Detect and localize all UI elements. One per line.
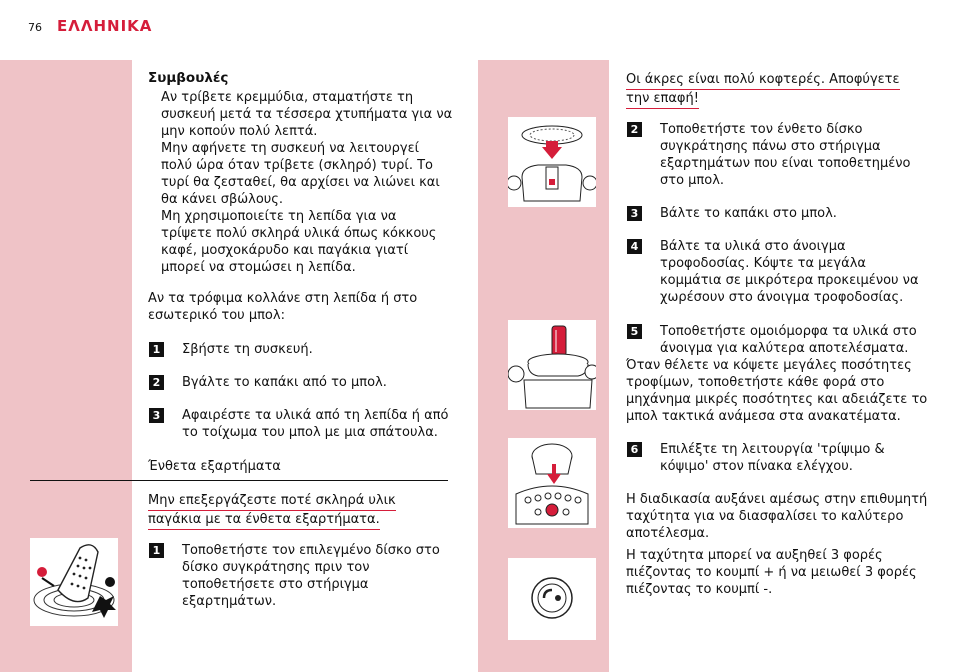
step-number-badge: 1 xyxy=(149,543,164,558)
section-divider xyxy=(30,480,448,481)
step5-extra-text: Όταν θέλετε να κόψετε μεγάλες ποσότητες τροφίμων, τοποθετήστε κάθε φορά στο μηχάνημα μικρές ποσότητες και αδειάζετε το μπολ τακτικά ανάμεσα στα ανακατέματα. xyxy=(626,358,928,424)
grater-disc-illustration xyxy=(30,538,118,626)
step-number-badge: 3 xyxy=(149,408,164,423)
lid-feed-tube-illustration xyxy=(508,320,596,410)
step-number-badge: 1 xyxy=(149,342,164,357)
speed-buttons-paragraph: Η ταχύτητα μπορεί να αυξηθεί 3 φορές πιέζοντας το κουμπί + ή να μειωθεί 3 φορές πιέζοντας το κουμπί -. xyxy=(626,548,917,597)
dial-icon xyxy=(508,558,596,640)
warning-text: Μην επεξεργάζεστε ποτέ σκληρά υλικ παγάκια με τα ένθετα εξαρτήματα. xyxy=(148,492,396,530)
sharp-edges-warning: Οι άκρες είναι πολύ κοφτερές. Αποφύγετε την επαφή! xyxy=(626,71,900,109)
disc-holder-illustration xyxy=(508,117,596,207)
step-number-badge: 2 xyxy=(149,375,164,390)
step-text: Τοποθετήστε τον ένθετο δίσκο συγκράτησης πάνω στο στήριγμα εξαρτημάτων που είναι τοποθετημένο στο μπολ. xyxy=(660,122,911,188)
step-text: Τοποθετήστε ομοιόμορφα τα υλικά στο άνοιγμα για καλύτερα αποτελέσματα. xyxy=(660,324,917,356)
step-number-badge: 5 xyxy=(627,324,642,339)
step-text: Σβήστε τη συσκευή. xyxy=(182,342,313,357)
step-text: Τοποθετήστε τον επιλεγμένο δίσκο στο δίσκο συγκράτησης πριν τον τοποθετήσετε στο στήριγμα εξαρτημάτων. xyxy=(182,543,440,609)
section-title: Ένθετα εξαρτήματα xyxy=(148,459,281,474)
step-number-badge: 2 xyxy=(627,122,642,137)
step-text: Βάλτε τα υλικά στο άνοιγμα τροφοδοσίας. Κόψτε τα μεγάλα κομμάτια σε μικρότερα προκειμένου να χωρέσουν στο άνοιγμα τροφοδοσίας. xyxy=(660,239,919,305)
page-number: 76 xyxy=(28,21,42,34)
step-number-badge: 3 xyxy=(627,206,642,221)
speed-paragraph: Η διαδικασία αυξάνει αμέσως στην επιθυμητή ταχύτητα για να διασφαλίσει το καλύτερο αποτέλεσμα. xyxy=(626,492,928,541)
step-text: Αφαιρέστε τα υλικά από τη λεπίδα ή από το τοίχωμα του μπολ με μια σπάτουλα. xyxy=(182,408,449,440)
tips-text: Αν τρίβετε κρεμμύδια, σταματήστε τη συσκευή μετά τα τέσσερα χτυπήματα για να μην κοπούν πολύ λεπτά. Μην αφήνετε τη συσκευή να λειτουργεί πολύ ώρα όταν τρίβετε (σκληρό) τυρί. Το τυρί θα ζεσταθεί, θα αρχίσει να λιώνει και θα κάνει σβώλους. Μη χρησιμοποιείτε τη λεπίδα για να τρίψετε πολύ σκληρά υλικά όπως κόκκους καφέ, μοσχοκάρυδο και παγάκια γιατί μπορεί να στομώσει η λεπίδα. xyxy=(161,90,453,275)
stuck-food-text: Αν τα τρόφιμα κολλάνε στη λεπίδα ή στο εσωτερικό του μπολ: xyxy=(148,291,418,323)
dial-illustration xyxy=(508,558,596,640)
step-number-badge: 6 xyxy=(627,442,642,457)
control-panel-illustration xyxy=(508,438,596,528)
step-text: Επιλέξτε τη λειτουργία 'τρίψιμο & κόψιμο' στον πίνακα ελέγχου. xyxy=(660,442,885,474)
tips-title: Συμβουλές xyxy=(148,70,229,86)
step-text: Βγάλτε το καπάκι από το μπολ. xyxy=(182,375,387,390)
step-number-badge: 4 xyxy=(627,239,642,254)
step-text: Βάλτε το καπάκι στο μπολ. xyxy=(660,206,837,221)
language-heading: ΕΛΛΗΝΙΚΑ xyxy=(57,17,153,35)
